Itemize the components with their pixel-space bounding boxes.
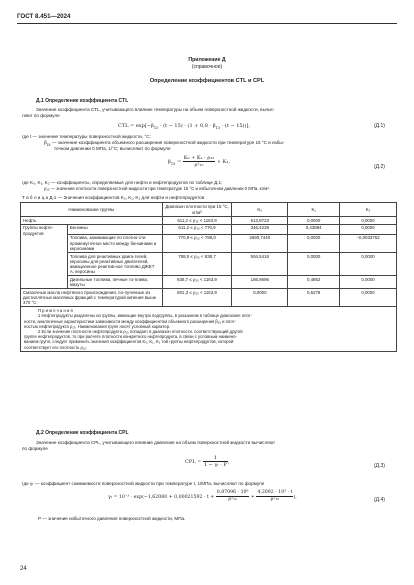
formula-d2: $\beta_{15}$ = $\frac{\text{K₀ + K₁ · ρ₁₅}}{\text{ρ²₁₅}}$ + K₂, [168,155,231,168]
note-line: 2 Если значение плотности нефтепродукта ρ₁₅ попадает в диапазон плотности, соответствующий другой [38,328,243,334]
note-line: 1 Нефтепродукты разделены на группы, имеющие внутри подгруппы, в указанном в таблице диапазоне плот- [38,313,253,319]
section-2-title: Д.2 Определение коэффициента CPL [36,430,129,436]
formula-part: ), [293,495,297,500]
standard-code: ГОСТ 8.451—2024 [17,13,71,20]
table-row [21,234,397,252]
where-line: где γₜ — коэффициент сжимаемости поверхностной жидкости при температуре t, 1/МПа, вычисляют по формуле [22,481,265,486]
fraction [256,490,293,503]
column-header: K₁ [288,203,340,217]
note-line: группе нефтепродуктов, то при расчете плотности конкретного нефтепродукта, в связи с условным наимено- [24,334,237,340]
page-number: 24 [20,566,27,572]
where-line: точном давлении 0 МПа, 1/°С; вычисляют по формуле [54,146,171,151]
column-header: Наименование группы [21,203,163,217]
formula-d3 [185,455,229,468]
where-line: P — значение избыточного давления поверхностной жидкости, МПа. [38,516,186,521]
range-cell: 611,2 ≤ ρ₁₅ < 770,9 [162,224,232,234]
formula-d1: CTL = $\exp[-\beta_{15} \cdot (t - 15) \cdot (1 + 0,8 \cdot \beta_{15} \cdot (t - 15))]$, [118,123,250,130]
table-header-row [21,203,397,217]
where-text: — значение коэффициента объемного расширения поверхностной жидкости при температуре 15 °С и избы- [50,140,285,145]
k2-cell: 0,0000 [340,276,397,289]
column-header: Диапазон плотности при 15 °С, кг/м³ [162,203,232,217]
note-line: ванием групп, следует применить значения коэффициентов K₀, K₁, K₂ той группы нефтепродуктов, которой [24,339,234,345]
notes-title: П р и м е ч а н и я [38,308,73,314]
formula-part: · (t − 15))], [220,123,250,129]
k1-cell: 0,0000 [288,234,340,252]
note-line: ности, аналогичные характеристики зависимости между коэффициентом объемного расширения β₁₅ и плот- [24,318,236,324]
formula-part: + [249,495,257,500]
paragraph-line: по формуле [22,446,48,451]
equation-number: (Д.2) [374,164,385,170]
range-cell: 838,7 ≤ ρ₁₅ < 1163,9 [162,276,232,289]
formula-part: · (t − 15) · (1 + 0,8 · β [158,123,216,129]
k1-cell: 0,43884 [288,224,340,234]
where-line: где t — значение температуры поверхностной жидкости, °С; [22,134,151,139]
range-cell: 788,0 ≤ ρ₁₅ < 838,7 [162,252,232,275]
k1-cell: 0,0000 [288,252,340,275]
subgroup-cell: Топлива для реактивных двига-телей, керосины для реактивных двигателей, авиационное реактив-ное топливо ДЖЕТ А, керосины [67,252,162,275]
symbol: β [44,140,47,145]
where-line: $\beta_{15}$ — значение коэффициента объемного расширения поверхностной жидкости при температуре 15 °С и избы- [44,140,285,147]
subgroup-cell: Бензины [67,224,162,234]
group-cell: Смазочные масла нефтяного происхождения, по-лученные из дистиллятных масляных фракций с температурой кипения выше 370 °С [21,289,163,307]
formula-d4 [108,490,297,503]
k2-cell: −0,0033762 [340,234,397,252]
table-row [21,217,397,224]
group-cell: Нефть [21,217,163,224]
appendix-heading: Определение коэффициентов CTL и CPL [149,78,265,84]
fraction [203,455,228,468]
range-cell: 770,9 ≤ ρ₁₅ < 788,0 [162,234,232,252]
k2-cell: 0,0000 [340,224,397,234]
formula-part: (−1,62080 + 0,00021592 · t + [142,495,216,500]
k0-cell: 0,0000 [232,289,288,307]
denominator: 1 − γₜ · P [203,462,227,468]
numerator: 4,2092 · 10³ · t [257,490,293,495]
paragraph-line: ляют по формуле [22,113,60,118]
column-header: K₂ [340,203,397,217]
formula-part: + K₂, [215,159,231,165]
k1-cell: 0,6278 [288,289,340,307]
table-row [21,252,397,275]
numerator: K₀ + K₁ · ρ₁₅ [183,155,215,161]
table-row [21,289,397,307]
paragraph-line: Значение коэффициента CTL, учитывающего влияние температуры на объем поверхностной жидкости, вычис- [36,107,275,112]
table-caption: Т а б л и ц а Д.1 — Значения коэффициентов K₀, K₁, K₂ для нефти и нефтепродуктов [22,195,205,200]
k2-cell: 0,0000 [340,217,397,224]
formula-part: β [168,159,171,165]
appendix-title: Приложение Д [188,57,226,63]
denominator: ρ²₁₅ [194,162,204,168]
numerator: 1 [203,455,228,462]
k1-cell: 0,0000 [288,217,340,224]
fraction [216,490,250,503]
range-cell: 611,2 ≤ ρ₁₅ < 1163,9 [162,217,232,224]
coefficients-table [20,202,397,352]
table-row [21,224,397,234]
column-header: K₀ [232,203,288,217]
denominator: ρ²₁₅ [228,497,237,502]
header-rule [17,23,397,24]
k2-cell: 0,0000 [340,252,397,275]
note-line: ностью нефтепродукта ρ₁₅. Наименования групп носят условный характер. [24,323,171,329]
formula-part: , [227,459,230,465]
k0-cell: 186,9696 [232,276,288,289]
k1-cell: 0,4862 [288,276,340,289]
k0-cell: 2690,7440 [232,234,288,252]
section-1-title: Д.1 Определение коэффициента CTL [36,98,129,104]
group-cell: Группы нефте-продуктов [21,224,68,288]
notes-cell [21,307,397,352]
equation-number: (Д.3) [374,463,385,469]
formula-part: CPL = [185,459,202,465]
k0-cell: 613,9723 [232,217,288,224]
equation-number: (Д.4) [374,497,385,503]
subgroup-cell: Дизельные топлива, печные то-плива, мазуты [67,276,162,289]
k2-cell: 0,0000 [340,289,397,307]
note-line: соответствует его плотность ρ₁₅. [24,344,88,350]
denominator: ρ²₁₅ [270,497,280,502]
range-cell: 801,3 ≤ ρ₁₅ < 1163,9 [162,289,232,307]
formula-part: γₜ = 10⁻³ · exp [108,495,143,500]
fraction [183,155,216,168]
subgroup-cell: Топлива, занимающие по плотно-сти промежуточное место между бензинами и керосинами [67,234,162,252]
table-notes-row [21,307,397,352]
table-row [21,276,397,289]
formula-part: CTL = exp[−β [118,123,154,129]
equation-number: (Д.1) [374,123,385,129]
numerator: 0,87096 · 10⁶ [216,490,249,495]
k0-cell: 594,5418 [232,252,288,275]
appendix-subtitle: (справочное) [191,64,223,70]
where-line: где K₀, K₁, K₂ — коэффициенты, определяемые для нефти и нефтепродуктов по таблице Д.1; [22,180,223,185]
paragraph-line: Значение коэффициента CPL, учитывающего влияние давления на объем поверхностной жидкости вычисляют [36,440,276,445]
where-line: ρ₁₅ — значение плотности поверхностной жидкости при температуре 15 °С и избыточном давлении 0 МПа, кг/м³. [44,186,270,191]
k0-cell: 346,4228 [232,224,288,234]
